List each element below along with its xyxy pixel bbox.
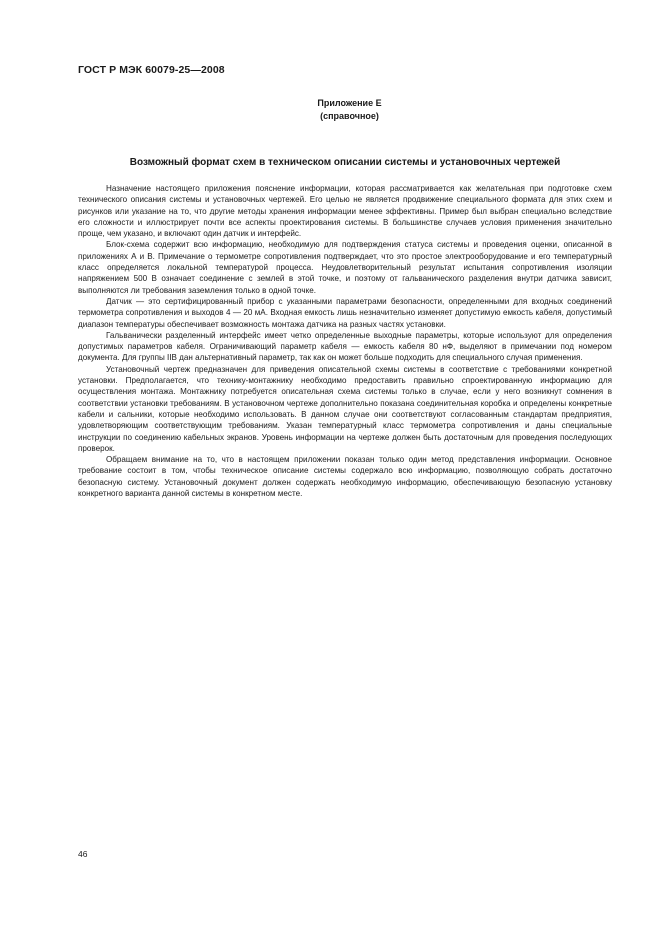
- annex-heading: [0, 97, 661, 122]
- paragraph: Гальванически разделенный интерфейс имеет четко определенные выходные параметры, которые используют для определения допустимых параметров кабеля. Ограничивающий параметр кабеля — емкость кабеля 80 нФ, выделяют в примечании под номером документа. Для группы IIB дан альтернативный параметр, так как он может больше подходить для специального случая применения.: [78, 330, 612, 363]
- paragraph: Датчик — это сертифицированный прибор с указанными параметрами безопасности, определенными для входных соединений термометра сопротивления и выходов 4 — 20 мА. Входная емкость лишь незначительно изменяет допустимую емкость кабеля, допустимый диапазон температуры обеспечивает возможность монтажа датчика на разных частях установки.: [78, 296, 612, 329]
- annex-kind: (справочное): [320, 110, 379, 121]
- page-header-standard-id: ГОСТ Р МЭК 60079-25—2008: [78, 64, 225, 76]
- body-text: [78, 183, 612, 499]
- paragraph: Установочный чертеж предназначен для приведения описательной схемы системы в соответствие с требованиями конкретной установки. Предполагается, что технику-монтажнику необходимо предоставить правильно спроектированную информацию для осуществления монтажа. Монтажнику потребуется описательная схема системы только в случае, если у него возникнут сомнения в соответствии установки требованиям. В установочном чертеже дополнительно показана соединительная коробка и определены конкретные кабели и сальники, которые необходимо использовать. В данном случае они соответствуют согласованным стандартам предприятия, удовлетворяющим соответствующим требованиям. Указан температурный класс термометра сопротивления и даны специальные инструкции по соединению кабельных экранов. Уровень информации на чертеже должен быть достаточным для проведения последующих проверок.: [78, 364, 612, 453]
- paragraph: Назначение настоящего приложения пояснение информации, которая рассматривается как желательная при подготовке схем технического описания системы и установочных чертежей. Его целью не является продвижение специального формата для этих схем и рисунков или указание на то, что другие методы хранения информации менее эффективны. Пример был выбран специально вследствие его сложности и иллюстрирует почти все аспекты проектирования системы. В большинстве случаев условия применения значительно проще, чем указано, и включают один датчик и интерфейс.: [78, 184, 612, 239]
- paragraph: Обращаем внимание на то, что в настоящем приложении показан только один метод представления информации. Основное требование состоит в том, чтобы техническое описание системы содержало всю информацию, позволяющую собрать достаточно безопасную систему. Установочный документ должен содержать необходимую информацию, обеспечивающую безопасную установку конкретного варианта данной системы в конкретном месте.: [78, 455, 612, 499]
- annex-title: Приложение Е: [317, 98, 382, 108]
- paragraph: Блок-схема содержит всю информацию, необходимую для подтверждения статуса системы и проведения оценки, описанной в приложениях А и В. Примечание о термометре сопротивления подтверждает, что это простое электрооборудование и его температурный класс определяется локальной температурой процесса. Неудовлетворительный результат испытания сопротивления изоляции напряжением 500 В означает соединение с землей в этой точке, и поэтому от гальванического разделения внутри датчика зависит, выполняются ли требования заземления только в одной точке.: [78, 240, 612, 295]
- section-title: Возможный формат схем в техническом описании системы и установочных чертежей: [129, 157, 561, 168]
- page-number: 46: [78, 849, 88, 859]
